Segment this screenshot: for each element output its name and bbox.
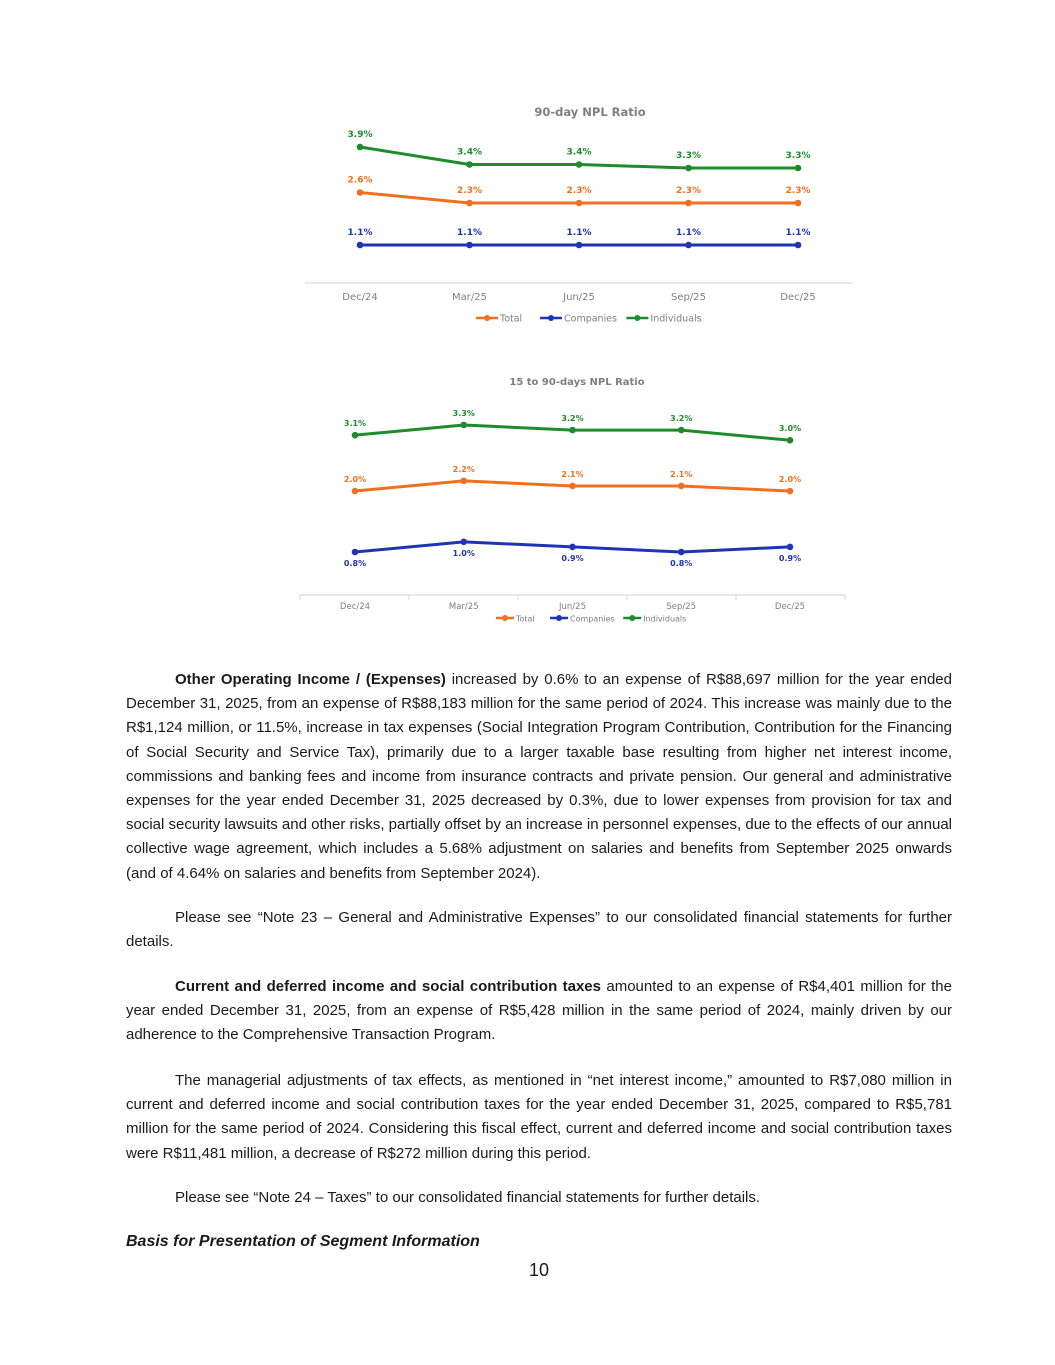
data-label-individuals: 3.1% <box>343 419 367 429</box>
data-label-total: 2.3% <box>676 186 701 196</box>
data-point-individuals <box>678 427 685 434</box>
data-label-total: 2.0% <box>778 475 802 485</box>
data-label-individuals: 3.3% <box>785 151 811 161</box>
paragraph-heading: Current and deferred income and social contribution taxes <box>175 978 601 995</box>
data-point-total <box>576 200 583 207</box>
data-label-companies: 1.0% <box>452 548 475 558</box>
data-label-companies: 1.1% <box>785 228 811 238</box>
data-point-individuals <box>685 165 692 172</box>
data-point-companies <box>466 242 473 249</box>
npl-90-day-chart <box>0 90 1055 335</box>
data-point-companies <box>787 544 794 551</box>
data-point-companies <box>576 242 583 249</box>
legend-label-individuals: Individuals <box>643 614 687 624</box>
data-point-companies <box>795 242 802 249</box>
paragraph-managerial-adjustments: The managerial adjustments of tax effects, as mentioned in “net interest income,” amounted to R$7,080 million in current and deferred income and social contribution taxes for the year ended December 31, 2025, compared to R$5,781 million for the same period of 2024. Considering this fiscal effect, current and deferred income and social contribution taxes were R$11,481 million, a decrease of R$272 million during this period. <box>126 1072 952 1162</box>
data-point-companies <box>569 544 576 551</box>
data-point-total <box>678 483 685 490</box>
paragraph-note-24: Please see “Note 24 – Taxes” to our consolidated financial statements for further details. <box>175 1189 761 1206</box>
data-label-total: 2.3% <box>566 186 592 196</box>
chart-legend <box>496 615 686 624</box>
paragraph-note-23: Please see “Note 23 – General and Administrative Expenses” to our consolidated financial statements for further details. <box>126 909 952 951</box>
paragraph-other-operating-income <box>126 668 952 886</box>
chart-title: 90-day NPL Ratio <box>534 105 646 119</box>
data-label-total: 2.2% <box>452 464 475 474</box>
legend-marker-companies <box>556 615 562 621</box>
chart-title: 15 to 90-days NPL Ratio <box>509 377 645 388</box>
data-label-individuals: 3.9% <box>347 130 373 140</box>
data-point-total <box>685 200 692 207</box>
legend-label-total: Total <box>500 313 523 325</box>
data-label-individuals: 3.4% <box>566 147 592 158</box>
legend-marker-total <box>484 315 490 321</box>
data-point-total <box>357 189 364 196</box>
data-label-companies: 1.1% <box>566 228 592 238</box>
data-point-total <box>787 488 794 495</box>
data-point-companies <box>352 549 359 556</box>
legend-label-individuals: Individuals <box>650 313 702 325</box>
legend-marker-companies <box>548 315 554 321</box>
data-point-companies <box>685 242 692 249</box>
data-point-individuals <box>466 161 473 168</box>
paragraph-income-taxes <box>126 975 952 1048</box>
data-label-individuals: 3.2% <box>670 414 693 424</box>
data-label-individuals: 3.2% <box>561 414 584 424</box>
data-label-total: 2.0% <box>343 475 367 485</box>
x-tick-label: Jun/25 <box>563 292 595 303</box>
data-label-total: 2.3% <box>785 186 811 196</box>
legend-marker-individuals <box>629 615 635 621</box>
data-point-individuals <box>576 161 583 168</box>
data-point-companies <box>357 242 364 249</box>
data-point-individuals <box>357 144 364 151</box>
data-point-individuals <box>569 427 576 434</box>
paragraph-heading: Other Operating Income / (Expenses) <box>175 671 446 688</box>
data-label-individuals: 3.4% <box>457 147 482 158</box>
x-tick-label: Dec/24 <box>339 602 371 612</box>
data-label-companies: 0.9% <box>561 553 584 563</box>
data-point-total <box>569 483 576 490</box>
data-point-total <box>460 478 467 485</box>
data-point-individuals <box>460 422 467 429</box>
data-label-companies: 1.1% <box>676 228 701 238</box>
data-label-companies: 0.8% <box>343 559 367 568</box>
page-number: 10 <box>528 1260 550 1280</box>
data-point-total <box>352 488 359 495</box>
data-label-individuals: 3.3% <box>676 151 701 161</box>
x-tick-label: Dec/24 <box>342 292 378 303</box>
legend-label-companies: Companies <box>570 614 615 624</box>
x-tick-label: Dec/25 <box>774 602 806 612</box>
x-tick-label: Sep/25 <box>666 602 697 612</box>
data-label-companies: 1.1% <box>347 228 373 238</box>
data-label-companies: 0.9% <box>778 553 802 563</box>
data-point-total <box>466 200 473 207</box>
data-label-total: 2.3% <box>457 186 482 196</box>
legend-label-companies: Companies <box>564 313 618 325</box>
data-label-total: 2.6% <box>347 175 373 186</box>
legend-marker-total <box>502 615 508 621</box>
x-tick-label: Mar/25 <box>448 602 479 612</box>
data-point-individuals <box>795 165 802 172</box>
data-label-companies: 1.1% <box>457 228 482 238</box>
legend-label-total: Total <box>516 614 535 624</box>
npl-15-90-day-chart <box>0 365 1055 635</box>
data-label-total: 2.1% <box>670 469 693 479</box>
data-point-individuals <box>352 432 359 439</box>
data-point-companies <box>460 539 467 546</box>
data-point-individuals <box>787 437 794 444</box>
chart-legend <box>476 314 702 325</box>
data-label-companies: 0.8% <box>670 559 693 568</box>
data-point-companies <box>678 549 685 556</box>
paragraph-text: increased by 0.6% to an expense of R$88,697 million for the year ended December 31, 2025, from an expense of R$88,183 million for the same period of 2024. This increase was mainly due to the R$1,124 million, or 11.5%, increase in tax expenses (Social Integration Program Contribution, Contribution for the Financing of Social Security and Service Tax), primarily due to a larger taxable base resulting from higher net interest income, commissions and banking fees and income from insurance contracts and private pension. Our general and administrative expenses for the year ended December 31, 2025 decreased by 0.3%, due to lower expenses from provision for tax and social security lawsuits and other risks, partially offset by an increase in personnel expenses, due to the effects of our annual collective wage agreement, which includes a 5.68% adjustment on salaries and benefits from September 2025 onwards (and of 4.64% on salaries and benefits from September 2024). <box>126 671 952 882</box>
x-tick-label: Jun/25 <box>559 602 586 612</box>
data-point-total <box>795 200 802 207</box>
legend-marker-individuals <box>634 315 640 321</box>
x-tick-label: Mar/25 <box>452 292 487 303</box>
paragraph-text: amounted to an expense of R$4,401 million for the year ended December 31, 2025, from an expense of R$5,428 million in the same period of 2024, mainly driven by our adherence to the Comprehensive Transaction Program. <box>126 978 952 1044</box>
section-heading: Basis for Presentation of Segment Information <box>126 1233 480 1250</box>
x-tick-label: Dec/25 <box>780 292 816 303</box>
data-label-individuals: 3.3% <box>452 409 475 418</box>
data-label-total: 2.1% <box>561 469 584 479</box>
x-tick-label: Sep/25 <box>671 292 706 303</box>
data-label-individuals: 3.0% <box>778 424 802 434</box>
